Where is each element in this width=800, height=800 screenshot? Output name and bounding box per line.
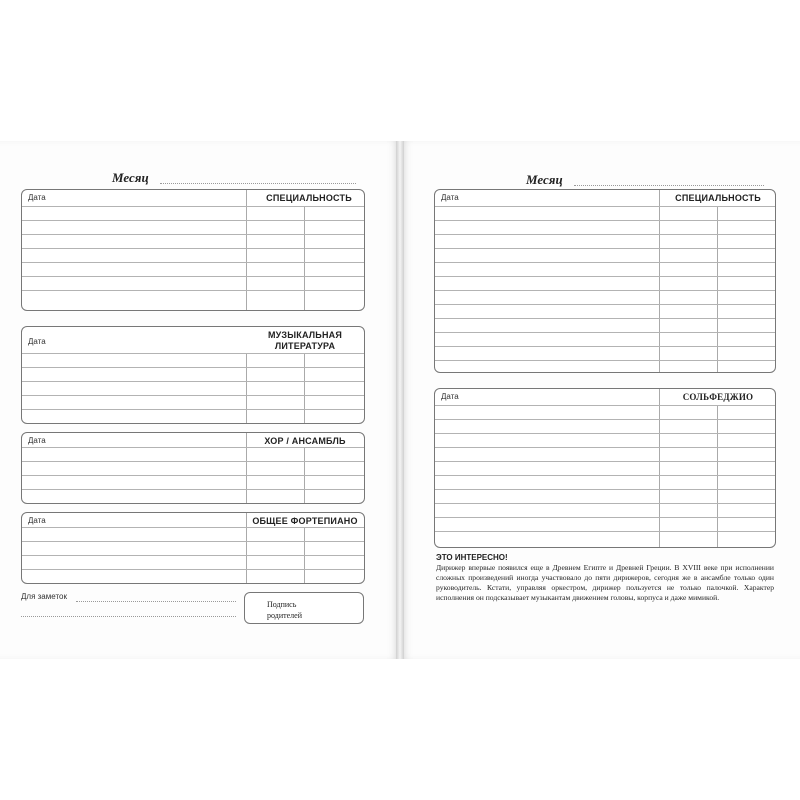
table-row[interactable] [22, 395, 364, 396]
table-row[interactable] [435, 433, 775, 434]
signature-line-1: Подпись [267, 600, 297, 609]
table-row[interactable] [435, 346, 775, 347]
column-divider [659, 389, 660, 547]
subject-title-specialty: СПЕЦИАЛЬНОСТЬ [675, 193, 761, 203]
subject-title-choir: ХОР / АНСАМБЛЬ [264, 436, 346, 446]
table-row[interactable] [435, 206, 775, 207]
notes-line[interactable] [21, 616, 236, 617]
column-divider [304, 353, 305, 423]
date-label: Дата [28, 436, 46, 445]
table-row[interactable] [435, 276, 775, 277]
table-row[interactable] [22, 569, 364, 570]
subject-line-1: МУЗЫКАЛЬНАЯ [267, 330, 343, 340]
fact-text: Дирижер впервые появился еще в Древнем Египте и Древней Греции. В XVIII веке при исполнении сложных произведений иногда участвовало до пяти дирижеров, сегодня же в ансамбле только один руководитель. Кстати, управляя оркестром, дирижер пользуется не только палочкой. Характер исполнения он подсказывает музыкантам движением головы, корпуса и даже мимикой. [436, 563, 774, 602]
date-label: Дата [441, 392, 459, 401]
subject-title-piano: ОБЩЕЕ ФОРТЕПИАНО [252, 516, 358, 526]
fact-title: ЭТО ИНТЕРЕСНО! [436, 553, 508, 562]
column-divider [304, 206, 305, 310]
table-row[interactable] [22, 234, 364, 235]
subject-title-solfeggio: СОЛЬФЕДЖИО [682, 392, 754, 402]
table-row[interactable] [435, 332, 775, 333]
column-divider [246, 513, 247, 583]
column-divider [717, 405, 718, 547]
column-divider [717, 206, 718, 372]
table-row[interactable] [435, 318, 775, 319]
table-row[interactable] [435, 234, 775, 235]
table-row[interactable] [435, 262, 775, 263]
book-spine [396, 141, 404, 659]
table-row[interactable] [22, 262, 364, 263]
table-row[interactable] [22, 206, 364, 207]
table-row[interactable] [435, 517, 775, 518]
right-month-label: Месяц [526, 172, 563, 187]
subject-title-music-literature [246, 330, 364, 352]
table-row[interactable] [22, 461, 364, 462]
date-label: Дата [28, 337, 46, 346]
table-row[interactable] [435, 248, 775, 249]
table-row[interactable] [435, 419, 775, 420]
date-label: Дата [28, 193, 46, 202]
table-row[interactable] [22, 276, 364, 277]
right-solfeggio-section [434, 388, 776, 548]
table-row[interactable] [22, 555, 364, 556]
table-row[interactable] [435, 405, 775, 406]
table-row[interactable] [22, 527, 364, 528]
table-row[interactable] [22, 367, 364, 368]
column-divider [246, 433, 247, 503]
column-divider [659, 190, 660, 372]
left-month-label: Месяц [112, 170, 149, 185]
table-row[interactable] [435, 489, 775, 490]
left-piano-section [21, 512, 365, 584]
table-row[interactable] [22, 353, 364, 354]
column-divider [246, 353, 247, 423]
table-row[interactable] [435, 461, 775, 462]
subject-title-specialty: СПЕЦИАЛЬНОСТЬ [266, 193, 352, 203]
left-choir-section [21, 432, 365, 504]
left-music-literature-section [21, 326, 365, 424]
parent-signature-label [267, 599, 302, 621]
column-divider [246, 190, 247, 310]
notes-line[interactable] [76, 601, 236, 602]
subject-line-2: ЛИТЕРАТУРА [274, 341, 336, 351]
table-row[interactable] [435, 304, 775, 305]
table-row[interactable] [435, 360, 775, 361]
table-row[interactable] [22, 475, 364, 476]
table-row[interactable] [22, 489, 364, 490]
table-row[interactable] [435, 503, 775, 504]
table-row[interactable] [22, 447, 364, 448]
table-row[interactable] [435, 447, 775, 448]
table-row[interactable] [435, 475, 775, 476]
table-row[interactable] [22, 541, 364, 542]
table-row[interactable] [22, 290, 364, 291]
parent-signature-box[interactable] [244, 592, 364, 624]
date-label: Дата [441, 193, 459, 202]
table-row[interactable] [22, 248, 364, 249]
table-row[interactable] [435, 531, 775, 532]
table-row[interactable] [22, 381, 364, 382]
table-row[interactable] [22, 220, 364, 221]
table-row[interactable] [22, 409, 364, 410]
right-month-line[interactable] [574, 185, 764, 186]
table-row[interactable] [435, 220, 775, 221]
right-specialty-section [434, 189, 776, 373]
left-specialty-section [21, 189, 365, 311]
left-month-line[interactable] [160, 183, 356, 184]
table-row[interactable] [435, 290, 775, 291]
date-label: Дата [28, 516, 46, 525]
signature-line-2: родителей [267, 611, 302, 620]
notes-label: Для заметок [21, 592, 67, 601]
